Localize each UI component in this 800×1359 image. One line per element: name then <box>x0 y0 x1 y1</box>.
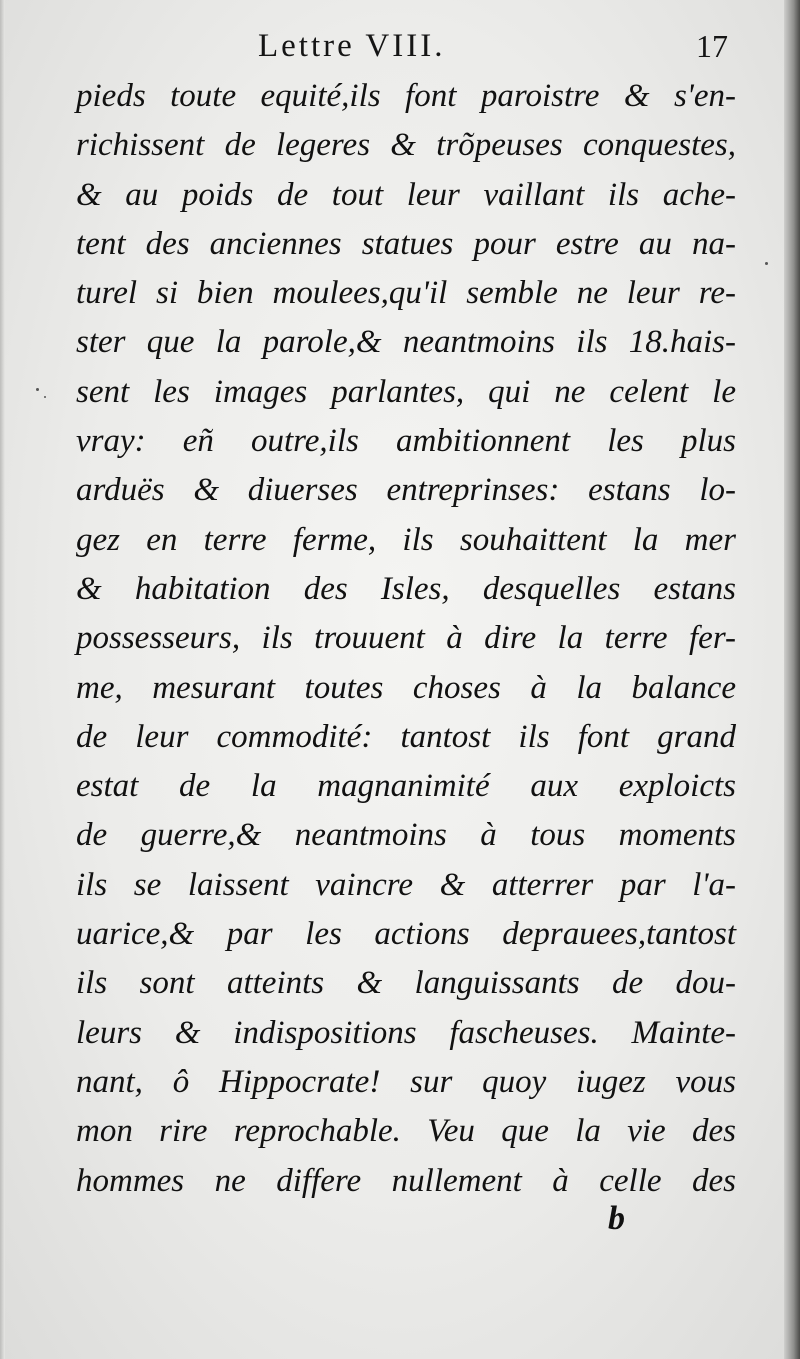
text-line: & au poids de tout leur vaillant ils ache- <box>76 176 736 213</box>
text-line: possesseurs, ils trouuent à dire la terre fer- <box>76 620 736 657</box>
running-title: Lettre VIII. <box>258 28 446 64</box>
text-line: richissent de legeres & trõpeuses conquestes, <box>76 127 736 164</box>
text-line: de guerre,& neantmoins à tous moments <box>76 817 736 854</box>
text-line: gez en terre ferme, ils souhaittent la mer <box>76 521 736 558</box>
text-line: vray: eñ outre,ils ambitionnent les plus <box>76 423 736 460</box>
text-line: uarice,& par les actions deprauees,tantost <box>76 916 736 953</box>
signature-mark: b <box>608 1200 625 1237</box>
letter-body <box>76 72 736 1206</box>
text-line: de leur commodité: tantost ils font grand <box>76 718 736 755</box>
text-line: me, mesurant toutes choses à la balance <box>76 669 736 706</box>
text-line: estat de la magnanimité aux exploicts <box>76 768 736 805</box>
text-line: mon rire reprochable. Veu que la vie des <box>76 1113 736 1150</box>
text-line: & habitation des Isles, desquelles estans <box>76 570 736 607</box>
page-header <box>258 22 728 72</box>
text-line: hommes ne differe nullement à celle des <box>76 1162 736 1199</box>
ink-speck <box>765 262 768 265</box>
text-line: tent des anciennes statues pour estre au na- <box>76 225 736 262</box>
ink-speck <box>44 396 46 398</box>
page-edge-shadow <box>784 0 800 1359</box>
text-line: ils sont atteints & languissants de dou- <box>76 965 736 1002</box>
ink-speck <box>36 388 39 391</box>
text-line: turel si bien moulees,qu'il semble ne leur re- <box>76 275 736 312</box>
text-line: pieds toute equité,ils font paroistre & s'en- <box>76 78 736 114</box>
page-gutter-shadow <box>0 0 5 1359</box>
text-line: ster que la parole,& neantmoins ils 18.hais- <box>76 324 736 361</box>
text-line: arduës & diuerses entreprinses: estans lo- <box>76 472 736 509</box>
text-line: ils se laissent vaincre & atterrer par l'a- <box>76 866 736 903</box>
text-line: leurs & indispositions fascheuses. Mainte- <box>76 1014 736 1051</box>
text-line: nant, ô Hippocrate! sur quoy iugez vous <box>76 1063 736 1100</box>
text-line: sent les images parlantes, qui ne celent le <box>76 373 736 410</box>
page-number: 17 <box>696 28 728 64</box>
